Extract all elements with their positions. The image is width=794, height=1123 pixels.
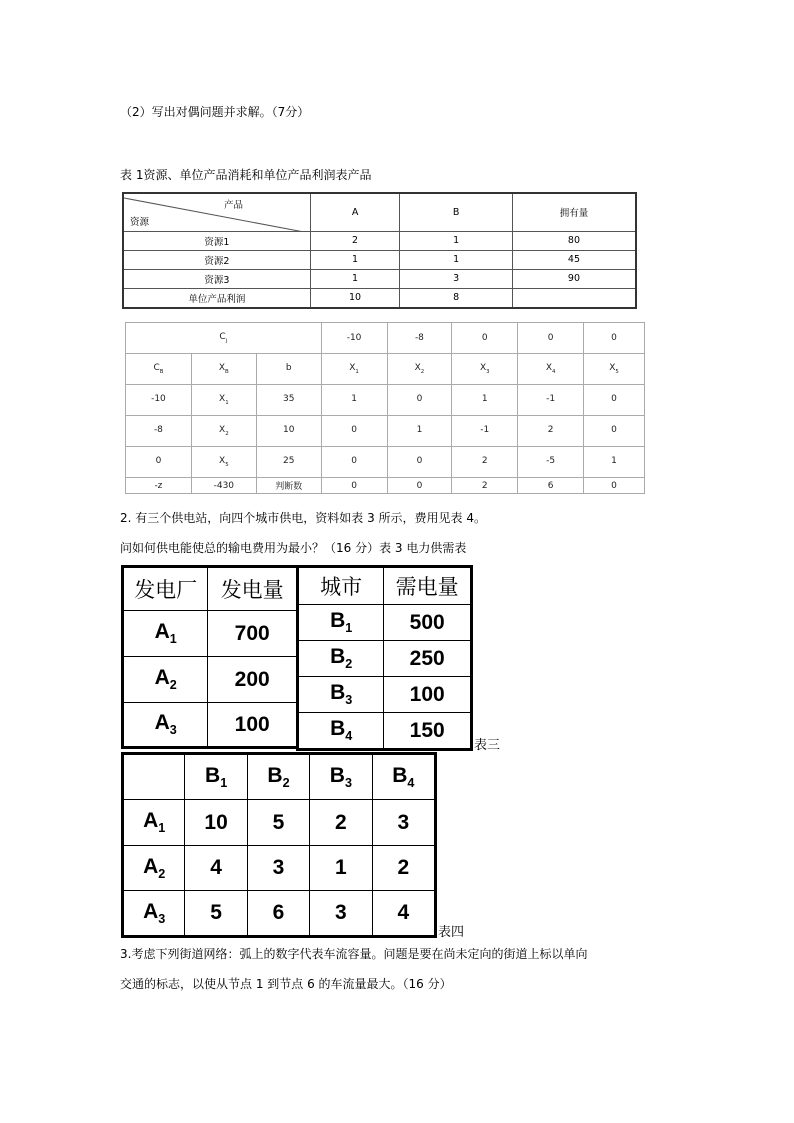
plant-cell: $A_2$ bbox=[123, 657, 208, 703]
cell: 25 bbox=[256, 447, 321, 478]
header-cell: 需电量 bbox=[384, 567, 472, 605]
row-label: 资源2 bbox=[123, 250, 310, 269]
supply-table bbox=[121, 565, 299, 749]
table-row bbox=[123, 703, 298, 748]
cell: 2 bbox=[452, 447, 518, 478]
cost-cell: 3 bbox=[310, 891, 372, 937]
cell: -1 bbox=[452, 416, 518, 447]
cj-label-cell: $C_j$ bbox=[126, 323, 322, 354]
city-cell: $B_2$ bbox=[298, 641, 384, 677]
cell: 0 bbox=[321, 478, 387, 494]
plant-header: $A_1$ bbox=[123, 800, 185, 846]
value-cell: 200 bbox=[208, 657, 298, 703]
table-row bbox=[298, 713, 472, 750]
table4-label: 表四 bbox=[438, 925, 465, 940]
table-row bbox=[298, 605, 472, 641]
cell: 2 bbox=[452, 478, 518, 494]
cell: $X_5$ bbox=[191, 447, 256, 478]
header-cell: 拥有量 bbox=[512, 193, 636, 231]
cell: 0 bbox=[321, 416, 387, 447]
cj-value: 0 bbox=[518, 323, 584, 354]
table-row bbox=[123, 891, 436, 937]
corner-product-label: 产品 bbox=[224, 200, 244, 211]
cell: -8 bbox=[126, 416, 192, 447]
table1-caption: 表 1资源、单位产品消耗和单位产品利润表产品 bbox=[120, 168, 372, 182]
cell: 90 bbox=[512, 269, 636, 288]
header-cell: 发电厂 bbox=[123, 567, 208, 611]
cost-cell: 10 bbox=[185, 800, 247, 846]
cell: 0 bbox=[387, 447, 452, 478]
cell: -10 bbox=[126, 385, 192, 416]
demand-table bbox=[296, 565, 473, 751]
cell: 1 bbox=[400, 231, 513, 250]
cell: 1 bbox=[387, 416, 452, 447]
city-cell: $B_4$ bbox=[298, 713, 384, 750]
plant-header: $A_2$ bbox=[123, 846, 185, 891]
question-2-dual: （2）写出对偶问题并求解。（7分） bbox=[120, 105, 310, 119]
cell: 1 bbox=[452, 385, 518, 416]
row-label: 资源1 bbox=[123, 231, 310, 250]
cost-cell: 3 bbox=[372, 800, 435, 846]
cell: 0 bbox=[321, 447, 387, 478]
simplex-table bbox=[125, 322, 645, 494]
cell bbox=[512, 288, 636, 308]
cost-cell: 3 bbox=[247, 846, 309, 891]
cell: 0 bbox=[126, 447, 192, 478]
cell: 35 bbox=[256, 385, 321, 416]
cost-cell: 5 bbox=[247, 800, 309, 846]
cell: $X_2$ bbox=[191, 416, 256, 447]
cell: 2 bbox=[518, 416, 584, 447]
cell: $X_1$ bbox=[191, 385, 256, 416]
cell: 10 bbox=[256, 416, 321, 447]
header-cell: $X_B$ bbox=[191, 354, 256, 385]
cost-cell: 2 bbox=[310, 800, 372, 846]
cell: -z bbox=[126, 478, 192, 494]
cell: 2 bbox=[310, 231, 400, 250]
table-row bbox=[126, 447, 645, 478]
plant-cell: $A_1$ bbox=[123, 611, 208, 657]
cost-cell: 1 bbox=[310, 846, 372, 891]
table-row bbox=[126, 478, 645, 494]
cell: -5 bbox=[518, 447, 584, 478]
cj-value: 0 bbox=[452, 323, 518, 354]
city-header: $B_4$ bbox=[372, 754, 435, 800]
header-cell: $X_2$ bbox=[387, 354, 452, 385]
cell: 1 bbox=[321, 385, 387, 416]
corner-resource-label: 资源 bbox=[130, 217, 150, 228]
value-cell: 100 bbox=[208, 703, 298, 748]
cost-cell: 5 bbox=[185, 891, 247, 937]
table-row bbox=[123, 288, 636, 308]
cj-value: -10 bbox=[321, 323, 387, 354]
question-2-power-line1: 2. 有三个供电站，向四个城市供电，资料如表 3 所示，费用见表 4。 bbox=[120, 511, 486, 525]
diagonal-header-cell bbox=[123, 193, 310, 231]
cell: 0 bbox=[584, 416, 645, 447]
cell: 1 bbox=[584, 447, 645, 478]
table-row bbox=[126, 416, 645, 447]
cell: 0 bbox=[387, 385, 452, 416]
cell: 80 bbox=[512, 231, 636, 250]
city-header: $B_3$ bbox=[310, 754, 372, 800]
cost-cell: 4 bbox=[185, 846, 247, 891]
cell: -1 bbox=[518, 385, 584, 416]
table-row bbox=[123, 269, 636, 288]
cj-row bbox=[126, 323, 645, 354]
cell: 6 bbox=[518, 478, 584, 494]
city-header: $B_1$ bbox=[185, 754, 247, 800]
row-label: 资源3 bbox=[123, 269, 310, 288]
cell: 8 bbox=[400, 288, 513, 308]
cost-table bbox=[121, 752, 437, 938]
cell: 45 bbox=[512, 250, 636, 269]
table-row bbox=[123, 611, 298, 657]
value-cell: 150 bbox=[384, 713, 472, 750]
city-cell: $B_1$ bbox=[298, 605, 384, 641]
header-cell: 城市 bbox=[298, 567, 384, 605]
diagonal-line bbox=[124, 194, 312, 232]
header-cell: $X_4$ bbox=[518, 354, 584, 385]
row-label: 单位产品利润 bbox=[123, 288, 310, 308]
cj-value: -8 bbox=[387, 323, 452, 354]
table-row bbox=[298, 677, 472, 713]
header-cell: B bbox=[400, 193, 513, 231]
header-cell: A bbox=[310, 193, 400, 231]
table-row bbox=[123, 250, 636, 269]
question-3-line1: 3.考虑下列街道网络：弧上的数字代表车流容量。问题是要在尚未定向的街道上标以单向 bbox=[120, 947, 588, 961]
table-row bbox=[126, 385, 645, 416]
simplex-header-row bbox=[126, 354, 645, 385]
city-cell: $B_3$ bbox=[298, 677, 384, 713]
cost-cell: 6 bbox=[247, 891, 309, 937]
value-cell: 250 bbox=[384, 641, 472, 677]
question-2-power-line2: 问如何供电能使总的输电费用为最小？（16 分）表 3 电力供需表 bbox=[120, 541, 467, 555]
cell: 1 bbox=[310, 250, 400, 269]
cj-value: 0 bbox=[584, 323, 645, 354]
table-row bbox=[298, 641, 472, 677]
city-header: $B_2$ bbox=[247, 754, 309, 800]
plant-cell: $A_3$ bbox=[123, 703, 208, 748]
header-cell: $X_3$ bbox=[452, 354, 518, 385]
header-cell: $C_B$ bbox=[126, 354, 192, 385]
cell: 1 bbox=[310, 269, 400, 288]
table-row bbox=[123, 231, 636, 250]
cell: 10 bbox=[310, 288, 400, 308]
cell: 0 bbox=[387, 478, 452, 494]
cell: 0 bbox=[584, 478, 645, 494]
cell: -430 bbox=[191, 478, 256, 494]
corner-cell bbox=[123, 754, 185, 800]
table3-label: 表三 bbox=[474, 738, 501, 753]
header-cell: $X_5$ bbox=[584, 354, 645, 385]
cost-header-row bbox=[123, 754, 436, 800]
resource-table bbox=[122, 192, 637, 309]
table-row bbox=[123, 800, 436, 846]
header-cell: b bbox=[256, 354, 321, 385]
plant-header: $A_3$ bbox=[123, 891, 185, 937]
cell: 判断数 bbox=[256, 478, 321, 494]
cell: 1 bbox=[400, 250, 513, 269]
cell: 3 bbox=[400, 269, 513, 288]
value-cell: 500 bbox=[384, 605, 472, 641]
header-cell: 发电量 bbox=[208, 567, 298, 611]
table-row bbox=[123, 846, 436, 891]
table-row bbox=[123, 657, 298, 703]
value-cell: 700 bbox=[208, 611, 298, 657]
header-cell: $X_1$ bbox=[321, 354, 387, 385]
cost-cell: 2 bbox=[372, 846, 435, 891]
cost-cell: 4 bbox=[372, 891, 435, 937]
value-cell: 100 bbox=[384, 677, 472, 713]
cell: 0 bbox=[584, 385, 645, 416]
question-3-line2: 交通的标志，以使从节点 1 到节点 6 的车流量最大。（16 分） bbox=[120, 977, 452, 991]
